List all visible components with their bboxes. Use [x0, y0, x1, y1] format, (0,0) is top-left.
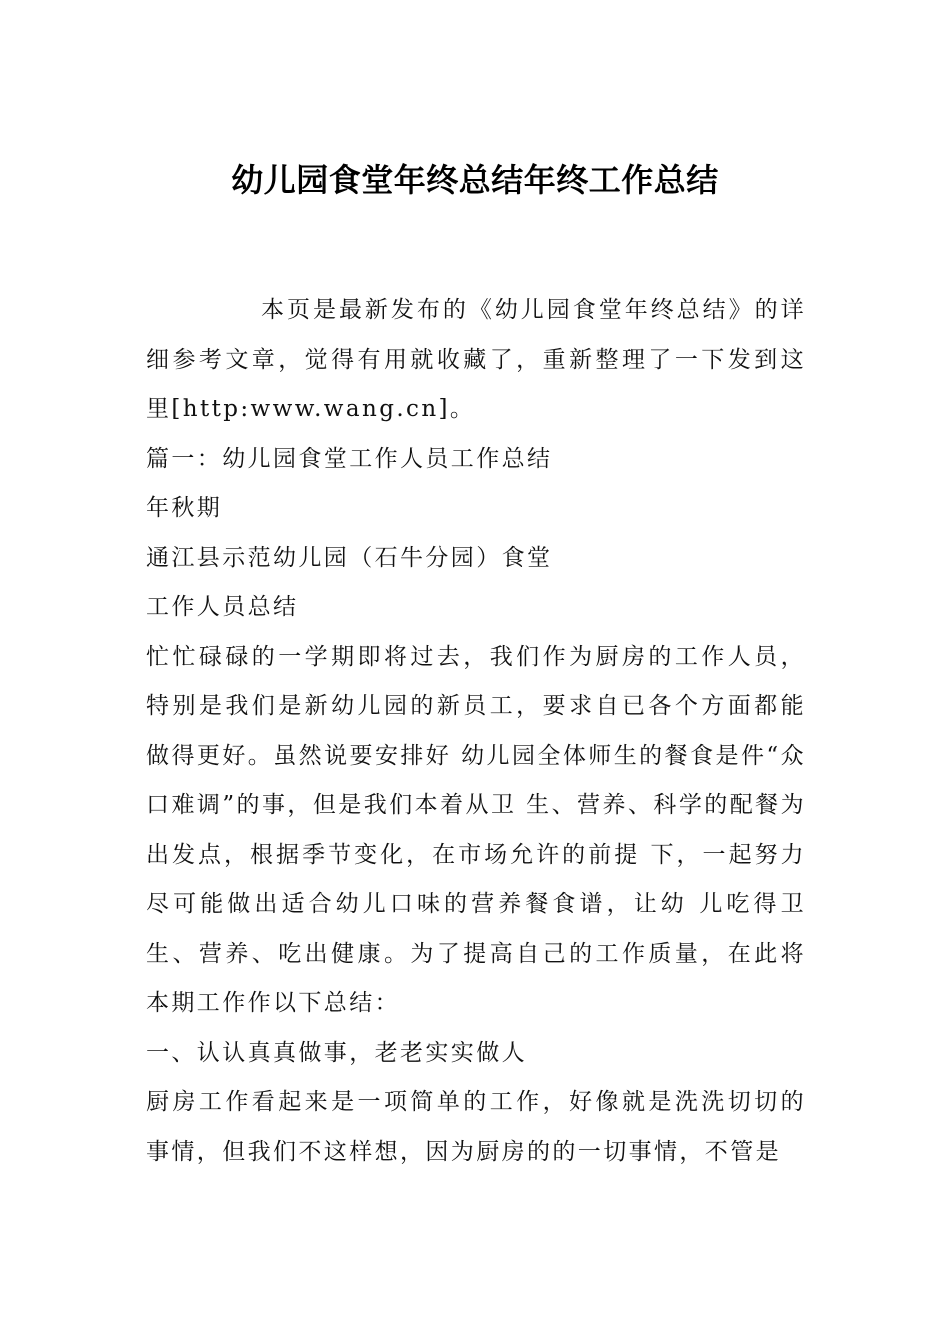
intro-paragraph: 本页是最新发布的《幼儿园食堂年终总结》的详细参考文章，觉得有用就收藏了，重新整理了一下发到这里[http:www.wang.cn]。: [146, 297, 806, 422]
section-heading: 篇一：幼儿园食堂工作人员工作总结: [146, 445, 553, 472]
summary-heading: 工作人员总结: [146, 594, 299, 620]
body-paragraph: 厨房工作看起来是一项简单的工作，好像就是洗洗切切的事情，但我们不这样想，因为厨房的的一切事情，不管是: [146, 1089, 806, 1165]
document-body: [146, 286, 806, 1177]
body-paragraph: 忙忙碌碌的一学期即将过去，我们作为厨房的工作人员，特别是我们是新幼儿园的新员工，要求自已各个方面都能做得更好。虽然说要安排好 幼儿园全体师生的餐食是件“众口难调”的事，但是我们本着从卫 生、营养、科学的配餐为出发点，根据季节变化，在市场允许的前提 下，一起努力尽可能做出适合幼儿口味的营养餐食谱，让幼 儿吃得卫生、营养、吃出健康。为了提高自己的工作质量，在此将本期工作作以下总结：: [146, 643, 806, 1016]
term-line: 年秋期: [146, 495, 223, 521]
kindergarten-name: 通江县示范幼儿园（石牛分园）食堂: [146, 544, 553, 571]
document-title: 幼儿园食堂年终总结年终工作总结: [231, 161, 719, 199]
subsection-heading: 一、认认真真做事，老老实实做人: [146, 1039, 527, 1066]
